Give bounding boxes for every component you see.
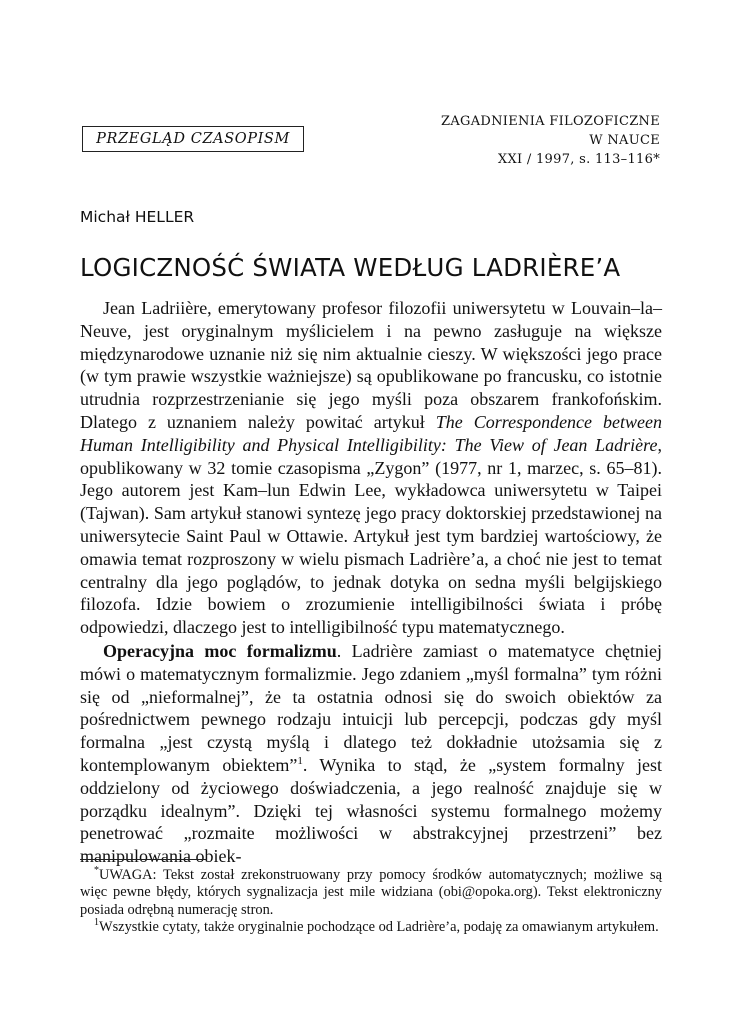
section-label: PRZEGLĄD CZASOPISM xyxy=(96,131,290,147)
author-name: Michał HELLER xyxy=(80,208,195,226)
footnote-star xyxy=(80,867,662,919)
footnote-star-text: UWAGA: Tekst został zrekonstruowany przy pomocy środków automatycznych; możliwe są więc pewne błędy, których sygnalizacja jest mile widziana (obi@opoka.org). Tekst elektroniczny posiada odrębną numerację stron. xyxy=(80,867,662,918)
footnote-star-mark: * xyxy=(94,865,99,877)
footnote-1 xyxy=(80,919,662,936)
paragraph-2-text-a: . Ladrière zamiast o matematyce chętniej mówi o matematycznym formalizmie. Jego zdaniem „myśl formalna” tym różni się od „nieformalnej”, że ta ostatnia odnosi się do swoich obiektów za pośrednictwem pewnego rodzaju intuicji lub percepcji, podczas gdy myśl formalna „jest czystą myślą i dlatego też dokładnie utożsamia się z kontemplowanym obiektem” xyxy=(80,640,662,775)
journal-name: ZAGADNIENIA FILOZOFICZNE xyxy=(441,114,660,129)
section-label-box xyxy=(82,126,304,152)
footnote-1-mark: 1 xyxy=(94,917,99,929)
section-heading-inline: Operacyjna moc formalizmu xyxy=(103,640,337,661)
footnote-ref-1: 1 xyxy=(297,754,303,767)
footnote-divider xyxy=(80,859,207,860)
paragraph-1 xyxy=(80,297,662,639)
footnote-1-text: Wszystkie cytaty, także oryginalnie pochodzące od Ladrière’a, podaję za omawianym artykułem. xyxy=(99,918,659,935)
paragraph-1-text-b: , opublikowany w 32 tomie czasopisma „Zygon” (1977, nr 1, marzec, s. 65–81). Jego autorem jest Kam–lun Edwin Lee, wykładowca uniwersytetu w Taipei (Tajwan). Sam artykuł stanowi syntezę jego pracy doktorskiej przedstawionej na uniwersytecie Saint Paul w Ottawie. Artykuł jest tym bardziej wartościowy, że omawia temat rozproszony w wielu pismach Ladrière’a, a choć nie jest to temat centralny dla jego poglądów, to jednak dotyka on sedna myśli belgijskiego filozofa. Idzie bowiem o zrozumienie intelligibilności świata i próbę odpowiedzi, dlaczego jest to intelligibilność typu matematycznego. xyxy=(80,434,662,638)
article-body xyxy=(80,297,662,868)
journal-subtitle: W NAUCE xyxy=(589,133,660,148)
journal-info xyxy=(441,112,660,169)
paragraph-2 xyxy=(80,640,662,868)
paragraph-2-text-b: . Wynika to stąd, że „system formalny jest oddzielony od życiowego doświadczenia, a jego realność znajduje się w porządku idealnym”. Dzięki tej własności systemu formalnego możemy penetrować „rozmaite możliwości w abstrakcyjnej przestrzeni” bez manipulowania obiek- xyxy=(80,754,663,867)
paragraph-1-text-a: Jean Ladriière, emerytowany profesor filozofii uniwersytetu w Louvain–la–Neuve, jest oryginalnym myślicielem i na pewno zasługuje na większe międzynarodowe uznanie niż się nim aktualnie cieszy. W większości jego prace (w tym prawie wszystkie ważniejsze) są opublikowane po francusku, co istotnie utrudnia rozprzestrzenianie się jego myśli poza obszarem frankofońskim. Dlatego z uznaniem należy powitać artykuł xyxy=(80,298,662,432)
footnotes xyxy=(80,867,662,936)
cited-article-title: The Correspondence between Human Intelligibility and Physical Intelligibility: The View of Jean Ladrière xyxy=(80,411,662,455)
article-title: LOGICZNOŚĆ ŚWIATA WEDŁUG LADRIÈRE’A xyxy=(80,253,621,282)
journal-issue: XXI / 1997, s. 113–116* xyxy=(497,152,660,167)
